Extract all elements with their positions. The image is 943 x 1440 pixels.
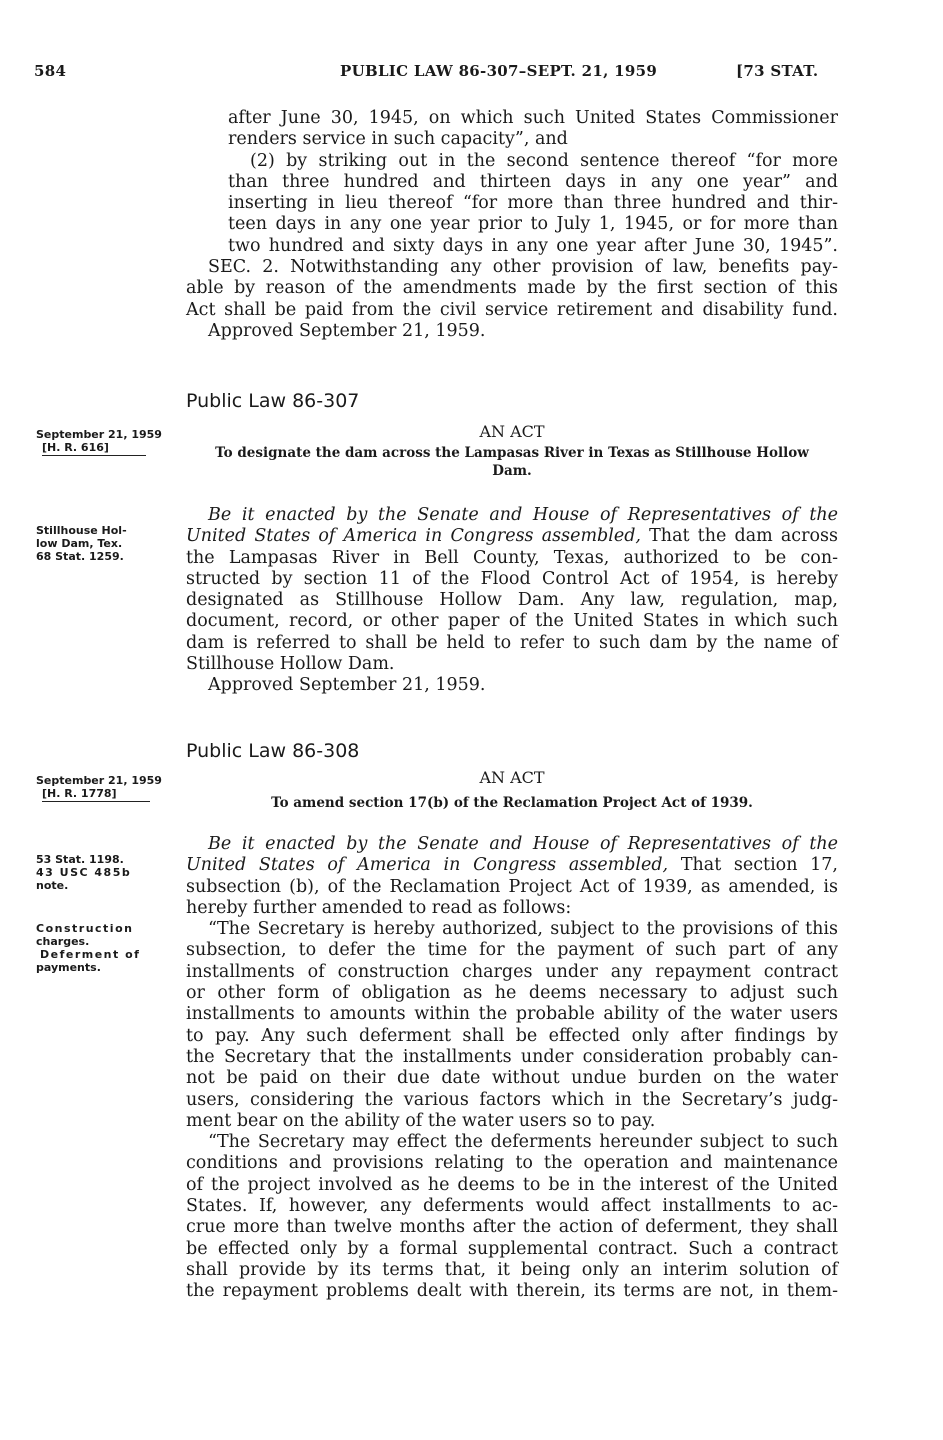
running-title: PUBLIC LAW 86-307–SEPT. 21, 1959 [340,62,658,80]
margin-line: payments. [36,961,101,974]
law-308-body [186,834,838,1303]
margin-line: Construction [36,922,134,935]
text-line: That section 17, [680,855,838,876]
text-line: conditions and provisions relating to the operation and maintenance [186,1153,838,1174]
text-line: able by reason of the amendments made by the first section of this [186,278,838,299]
text-line: subsection (b), of the Reclamation Project Act of 1939, as amended, is [186,876,838,897]
act-purpose: To amend section 17(b) of the Reclamation Project Act of 1939. [271,795,753,811]
text-line: (2) by striking out in the second sentence thereof “for more [250,150,838,171]
text-line: inserting in lieu thereof “for more than three hundred and thir- [228,193,838,214]
text-line: after June 30, 1945, on which such United States Commissioner [228,108,838,128]
enacting-clause: United States of America in Congress assembled, [186,526,641,547]
text-line: structed by section 11 of the Flood Control Act of 1954, is hereby [186,568,838,589]
text-line: Act shall be paid from the civil service retirement and disability fund. [186,299,838,320]
text-line: the Secretary that the installments under consideration probably can- [186,1046,838,1067]
text-line: crue more than twelve months after the action of deferment, they shall [186,1217,838,1238]
margin-date-text: September 21, 1959 [36,774,162,787]
an-act-heading: AN ACT [479,422,545,441]
margin-line: 68 Stat. 1259. [36,550,124,563]
text-line: “The Secretary is hereby authorized, subject to the provisions of this [208,919,838,940]
approval-line: Approved September 21, 1959. [208,320,486,341]
law-307-body [186,505,838,697]
enacting-clause: United States of America in Congress assembled, [186,855,669,876]
margin-date [36,428,176,456]
act-purpose [186,444,838,480]
text-line: Stillhouse Hollow Dam. [186,654,395,675]
continuation-text [186,108,838,342]
approval-line: Approved September 21, 1959. [208,675,486,696]
text-line: hereby further amended to read as follows: [186,897,572,918]
enacting-clause: Be it enacted by the Senate and House of Representatives of the [208,505,838,525]
margin-line: Stillhouse Hol- [36,524,127,537]
text-line: not be paid on their due date without undue burden on the water [186,1068,838,1089]
margin-subject [36,524,176,563]
law-title: Public Law 86-307 [186,390,360,412]
page-number: 584 [34,62,67,80]
text-line: States. If, however, any deferments would affect installments to ac- [186,1196,838,1217]
margin-line: 43 USC 485b [36,866,132,879]
text-line: subsection, to defer the time for the payment of such part of any [186,940,838,961]
text-line: SEC. 2. Notwithstanding any other provision of law, benefits pay- [208,257,838,278]
enacting-line [186,855,838,876]
enacting-clause: Be it enacted by the Senate and House of Representatives of the [208,834,838,854]
margin-citation [36,853,176,892]
text-line: teen days in any one year prior to July 1, 1945, or for more than [228,214,838,235]
text-line: installments of construction charges under any repayment contract [186,961,838,982]
an-act-heading: AN ACT [479,768,545,787]
text-line: designated as Stillhouse Hollow Dam. Any law, regulation, map, [186,590,838,611]
margin-bill: [H. R. 1778] [36,787,176,802]
text-line: the Lampasas River in Bell County, Texas, authorized to be con- [186,547,838,568]
text-line: dam is referred to shall be held to refer to such dam by the name of [186,632,838,653]
text-line: document, record, or other paper of the United States in which such [186,611,838,632]
margin-date [36,774,176,802]
text-line: or other form of obligation as he deems necessary to adjust such [186,983,838,1004]
margin-line: charges. [36,935,90,948]
text-line: than three hundred and thirteen days in any one year” and [228,171,838,192]
text-line: of the project involved as he deems to be in the interest of the United [186,1174,838,1195]
text-line: shall provide by its terms that, it being only an interim solution of [186,1259,838,1280]
law-title: Public Law 86-308 [186,740,360,762]
text-line: ment bear on the ability of the water users so to pay. [186,1110,656,1131]
text-line: installments to amounts within the probable ability of the water users [186,1004,838,1025]
margin-bill: [H. R. 616] [36,441,176,456]
text-line: “The Secretary may effect the deferments hereunder subject to such [208,1132,838,1153]
text-line: users, considering the various factors which in the Secretary’s judg- [186,1089,838,1110]
margin-subject [36,922,176,974]
text-line: be effected only by a formal supplemental contract. Such a contract [186,1238,838,1259]
purpose-line: Dam. [492,463,532,479]
text-line: two hundred and sixty days in any one year after June 30, 1945”. [228,235,838,256]
margin-line: Deferment of [40,948,141,961]
text-line: to pay. Any such deferment shall be effected only after findings by [186,1025,838,1046]
margin-line: 53 Stat. 1198. [36,853,124,866]
volume-reference: [73 STAT. [736,62,819,80]
text-line: the repayment problems dealt with therein, its terms are not, in them- [186,1281,838,1302]
margin-line: note. [36,879,69,892]
margin-date-text: September 21, 1959 [36,428,162,441]
text-line: That the dam across [649,526,838,547]
enacting-line [186,526,838,547]
text-line: renders service in such capacity”, and [228,129,568,150]
margin-line: low Dam, Tex. [36,537,123,550]
purpose-line: To designate the dam across the Lampasas River in Texas as Stillhouse Hollow [215,445,809,461]
